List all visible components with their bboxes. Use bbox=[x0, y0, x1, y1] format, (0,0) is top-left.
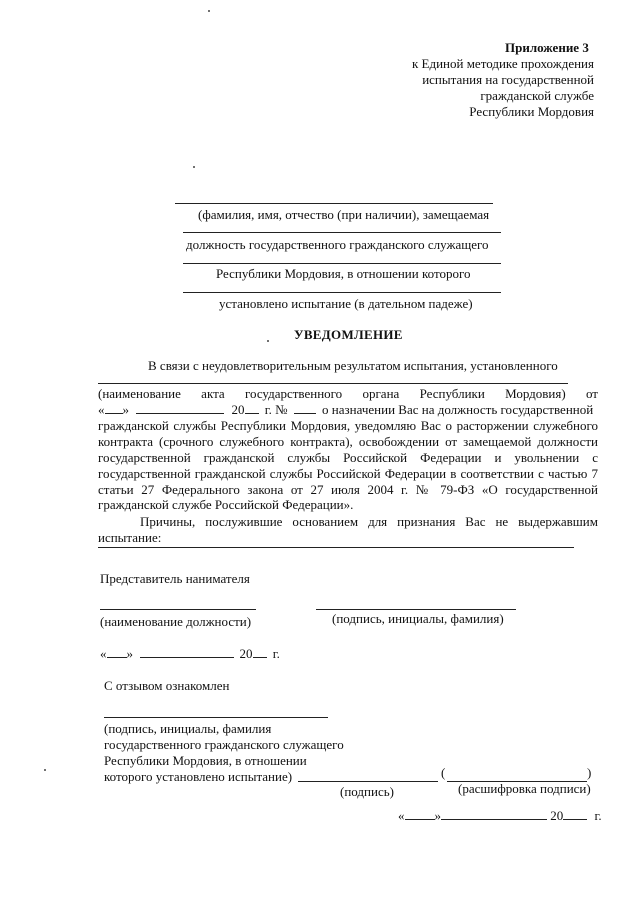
body-line-8: гражданской службе Российской Федерации». bbox=[98, 497, 354, 512]
representative-date bbox=[100, 646, 280, 662]
month-blank bbox=[441, 808, 547, 820]
word: акта bbox=[201, 386, 225, 401]
scan-speck bbox=[267, 340, 269, 342]
reasons-line: Причины, послужившие основанием для признания Вас не выдержавшим bbox=[140, 514, 598, 529]
number-label: г. № bbox=[264, 402, 288, 417]
year-prefix: 20 bbox=[231, 402, 245, 417]
appendix-line-3: гражданской службе bbox=[480, 88, 594, 103]
paren-open: ( bbox=[441, 765, 446, 780]
sign-caption: (подпись, инициалы, фамилия) bbox=[332, 611, 504, 626]
act-blank-line bbox=[98, 383, 568, 384]
scan-speck bbox=[193, 166, 195, 168]
body-line-2 bbox=[98, 402, 593, 418]
body-line-1 bbox=[98, 386, 598, 402]
appendix-title: Приложение 3 bbox=[505, 40, 589, 55]
final-date bbox=[398, 808, 602, 824]
word: (наименование bbox=[98, 386, 181, 401]
decode-label: (расшифровка подписи) bbox=[458, 781, 591, 796]
number-blank bbox=[294, 402, 316, 414]
word: государственного bbox=[244, 386, 343, 401]
body-line-4: контракта (срочного служебного контракта), освобождении от замещаемой должности bbox=[98, 434, 598, 449]
quote-open: « bbox=[98, 402, 105, 417]
document-heading: УВЕДОМЛЕНИЕ bbox=[294, 327, 403, 342]
quote-open: « bbox=[398, 808, 405, 823]
appendix-line-2: испытания на государственной bbox=[422, 72, 594, 87]
addressee-blank-line-1 bbox=[175, 203, 493, 204]
word: Мордовия) bbox=[505, 386, 566, 401]
reasons-tail: испытание: bbox=[98, 530, 162, 545]
addressee-caption-4: установлено испытание (в дательном падеже) bbox=[219, 296, 473, 311]
year-blank bbox=[563, 808, 587, 820]
quote-close: » bbox=[126, 646, 133, 661]
employee-caption-3: Республики Мордовия, в отношении bbox=[104, 753, 307, 768]
acknowledged-label: С отзывом ознакомлен bbox=[104, 678, 230, 693]
employee-caption-2: государственного гражданского служащего bbox=[104, 737, 344, 752]
addressee-blank-line-3 bbox=[183, 263, 501, 264]
addressee-caption-1: (фамилия, имя, отчество (при наличии), замещаемая bbox=[198, 207, 490, 222]
employee-caption-4: которого установлено испытание) bbox=[104, 769, 293, 784]
body-intro: В связи с неудовлетворительным результатом испытания, установленного bbox=[148, 358, 558, 373]
day-blank bbox=[105, 402, 123, 414]
word: Республики bbox=[419, 386, 485, 401]
addressee-blank-line-2 bbox=[183, 232, 501, 233]
paren-close: ) bbox=[587, 765, 592, 780]
addressee-caption-3: Республики Мордовия, в отношении которого bbox=[216, 266, 471, 281]
sign-blank-line bbox=[316, 609, 516, 610]
word: от bbox=[585, 386, 598, 401]
employee-sign-label: (подпись) bbox=[340, 784, 394, 799]
reasons-blank-line bbox=[98, 547, 574, 548]
scan-speck bbox=[208, 10, 210, 12]
word: органа bbox=[362, 386, 400, 401]
addressee-blank-line-4 bbox=[183, 292, 501, 293]
day-blank bbox=[107, 646, 127, 658]
year-blank bbox=[245, 402, 259, 414]
employee-caption-1: (подпись, инициалы, фамилия bbox=[104, 721, 272, 736]
year-prefix: 20 bbox=[239, 646, 253, 661]
scan-speck bbox=[44, 769, 46, 771]
appendix-line-1: к Единой методике прохождения bbox=[411, 56, 594, 71]
position-caption: (наименование должности) bbox=[100, 614, 252, 629]
body-line-6: государственной гражданской службы Российской Федерации в соответствии с частью 7 bbox=[98, 466, 598, 481]
body-line-3: гражданской службы Республики Мордовия, уведомляю Вас о расторжении служебного bbox=[98, 418, 598, 433]
year-suffix: г. bbox=[272, 646, 280, 661]
quote-close: » bbox=[122, 402, 129, 417]
year-suffix: г. bbox=[594, 808, 602, 823]
position-blank-line bbox=[100, 609, 256, 610]
body-line-7: статьи 27 Федерального закона от 27 июля 2004 г. № 79-ФЗ «О государственной bbox=[98, 482, 598, 497]
appendix-line-4: Республики Мордовия bbox=[469, 104, 594, 119]
employee-sign-blank-line bbox=[298, 781, 438, 782]
representative-label: Представитель нанимателя bbox=[100, 571, 250, 586]
month-blank bbox=[136, 402, 224, 414]
body-line-5: государственной гражданской службы Российской Федерации и увольнении с bbox=[98, 450, 598, 465]
year-prefix: 20 bbox=[550, 808, 564, 823]
employee-blank-line bbox=[104, 717, 328, 718]
year-blank bbox=[253, 646, 267, 658]
month-blank bbox=[140, 646, 234, 658]
quote-open: « bbox=[100, 646, 107, 661]
day-blank bbox=[405, 808, 435, 820]
appointment-text: о назначении Вас на должность государственной bbox=[322, 402, 594, 417]
addressee-caption-2: должность государственного гражданского служащего bbox=[186, 237, 489, 252]
quote-close: » bbox=[434, 808, 441, 823]
